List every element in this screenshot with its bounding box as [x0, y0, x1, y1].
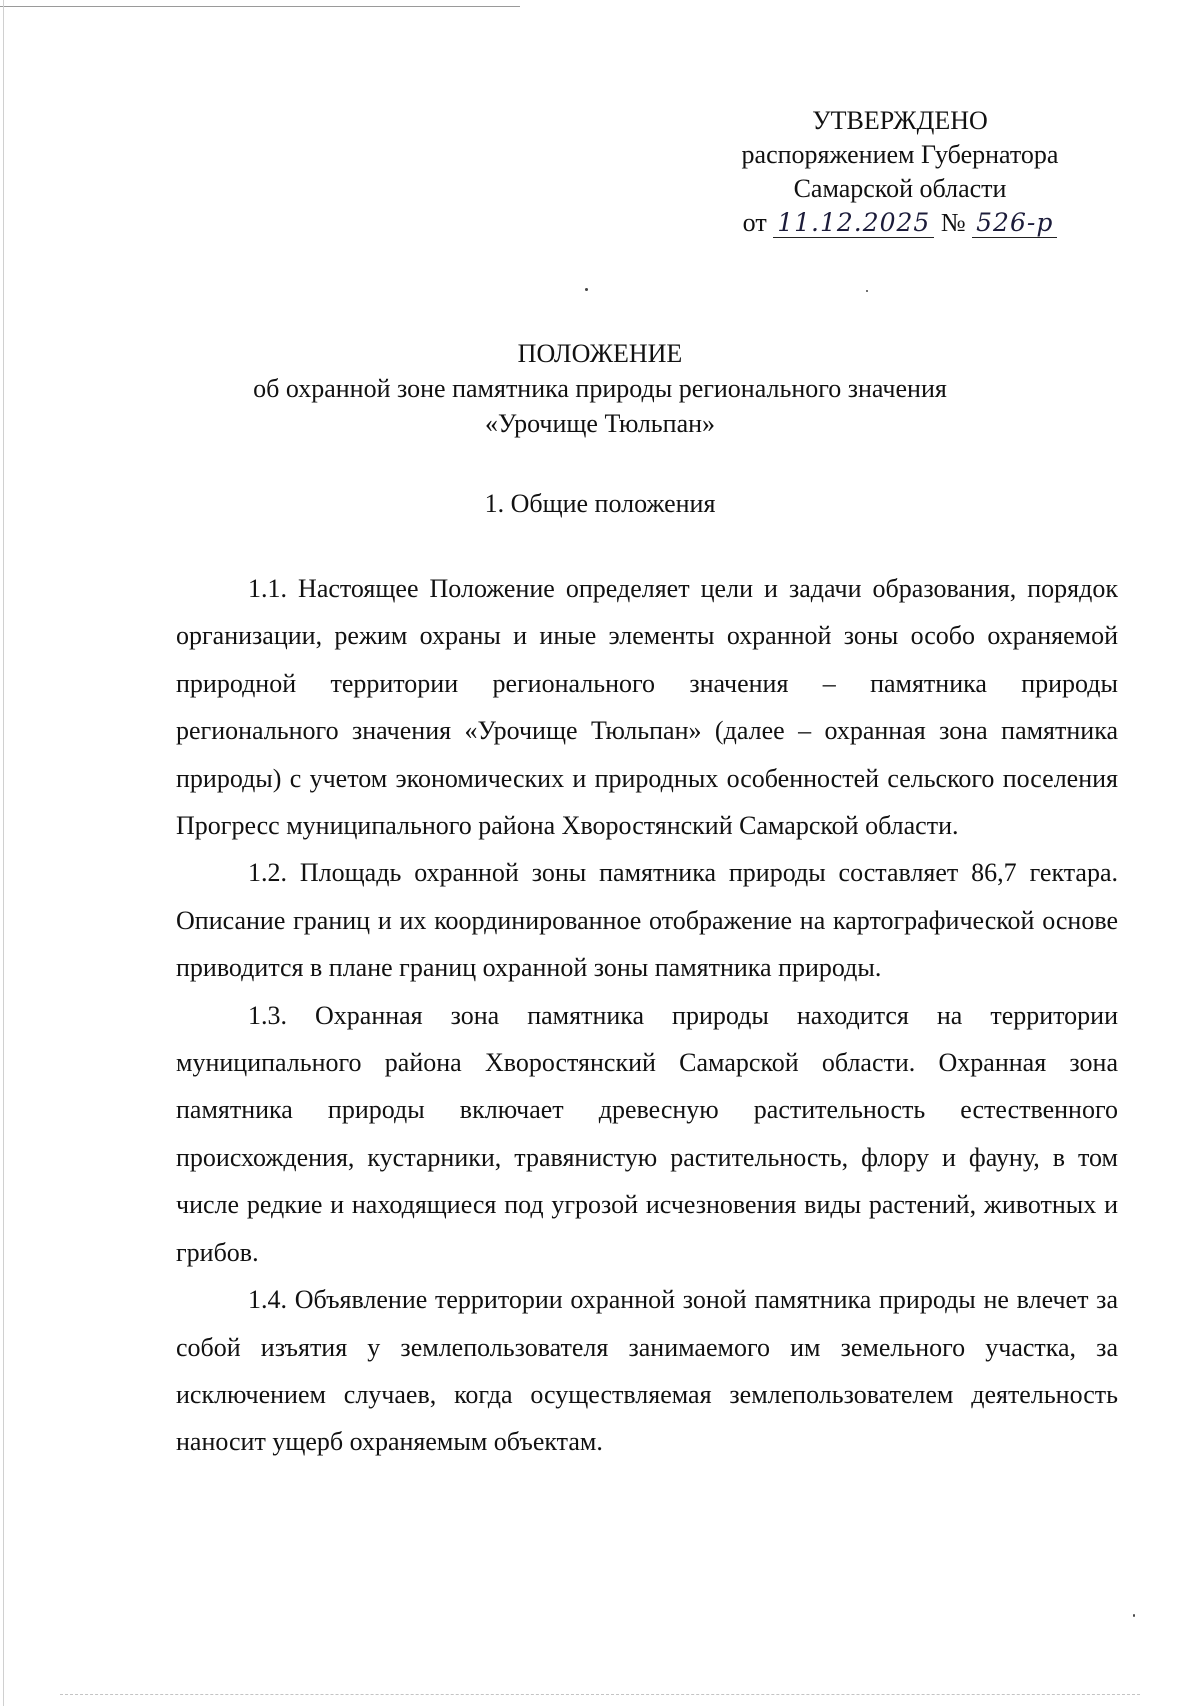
document-title	[0, 336, 1200, 441]
approval-stamp: УТВЕРЖДЕНО	[812, 106, 988, 135]
handwritten-number: 526-р	[972, 208, 1057, 238]
scan-speck	[1133, 1614, 1135, 1617]
scan-artifact-top-line	[0, 6, 520, 7]
title-subtitle-2: «Урочище Тюльпан»	[484, 409, 716, 438]
handwritten-date: 11.12.2025	[773, 208, 934, 238]
scan-speck	[585, 288, 588, 291]
title-subtitle-1: об охранной зоне памятника природы регионального значения	[253, 374, 947, 403]
paragraph-1-3: 1.3. Охранная зона памятника природы находится на территории муниципального района Хворостянский Самарской области. Охранная зона памятника природы включает древесную растительность естественного происхождения, кустарники, травянистую растительность, флору и фауну, в том числе редкие и находящиеся под угрозой исчезновения виды растений, животных и грибов.	[176, 1000, 1118, 1267]
approval-date-line	[700, 206, 1100, 240]
title-main: ПОЛОЖЕНИЕ	[517, 339, 683, 368]
date-prefix: от	[742, 208, 767, 237]
scan-artifact-bottom-line	[60, 1694, 1140, 1695]
number-prefix: №	[940, 208, 966, 237]
approval-block	[700, 104, 1100, 240]
scan-speck	[866, 290, 868, 292]
approval-line-2: Самарской области	[793, 174, 1007, 203]
section-heading: 1. Общие положения	[484, 489, 716, 518]
body-text	[176, 565, 1118, 1466]
paragraph-1-4: 1.4. Объявление территории охранной зоной памятника природы не влечет за собой изъятия у землепользователя занимаемого им земельного участка, за исключением случаев, когда осуществляемая землепользователем деятельность наносит ущерб охраняемым объектам.	[176, 1285, 1118, 1457]
paragraph-1-1: 1.1. Настоящее Положение определяет цели и задачи образования, порядок организации, режим охраны и иные элементы охранной зоны особо охраняемой природной территории регионального значения – памятника природы регионального значения «Урочище Тюльпан» (далее – охранная зона памятника природы) с учетом экономических и природных особенностей сельского поселения Прогресс муниципального района Хворостянский Самарской области.	[176, 574, 1118, 841]
paragraph-1-2: 1.2. Площадь охранной зоны памятника природы составляет 86,7 гектара. Описание границ и их координированное отображение на картографической основе приводится в плане границ охранной зоны памятника природы.	[176, 858, 1118, 983]
scan-artifact-left-edge	[3, 0, 4, 1706]
approval-line-1: распоряжением Губернатора	[741, 140, 1059, 169]
